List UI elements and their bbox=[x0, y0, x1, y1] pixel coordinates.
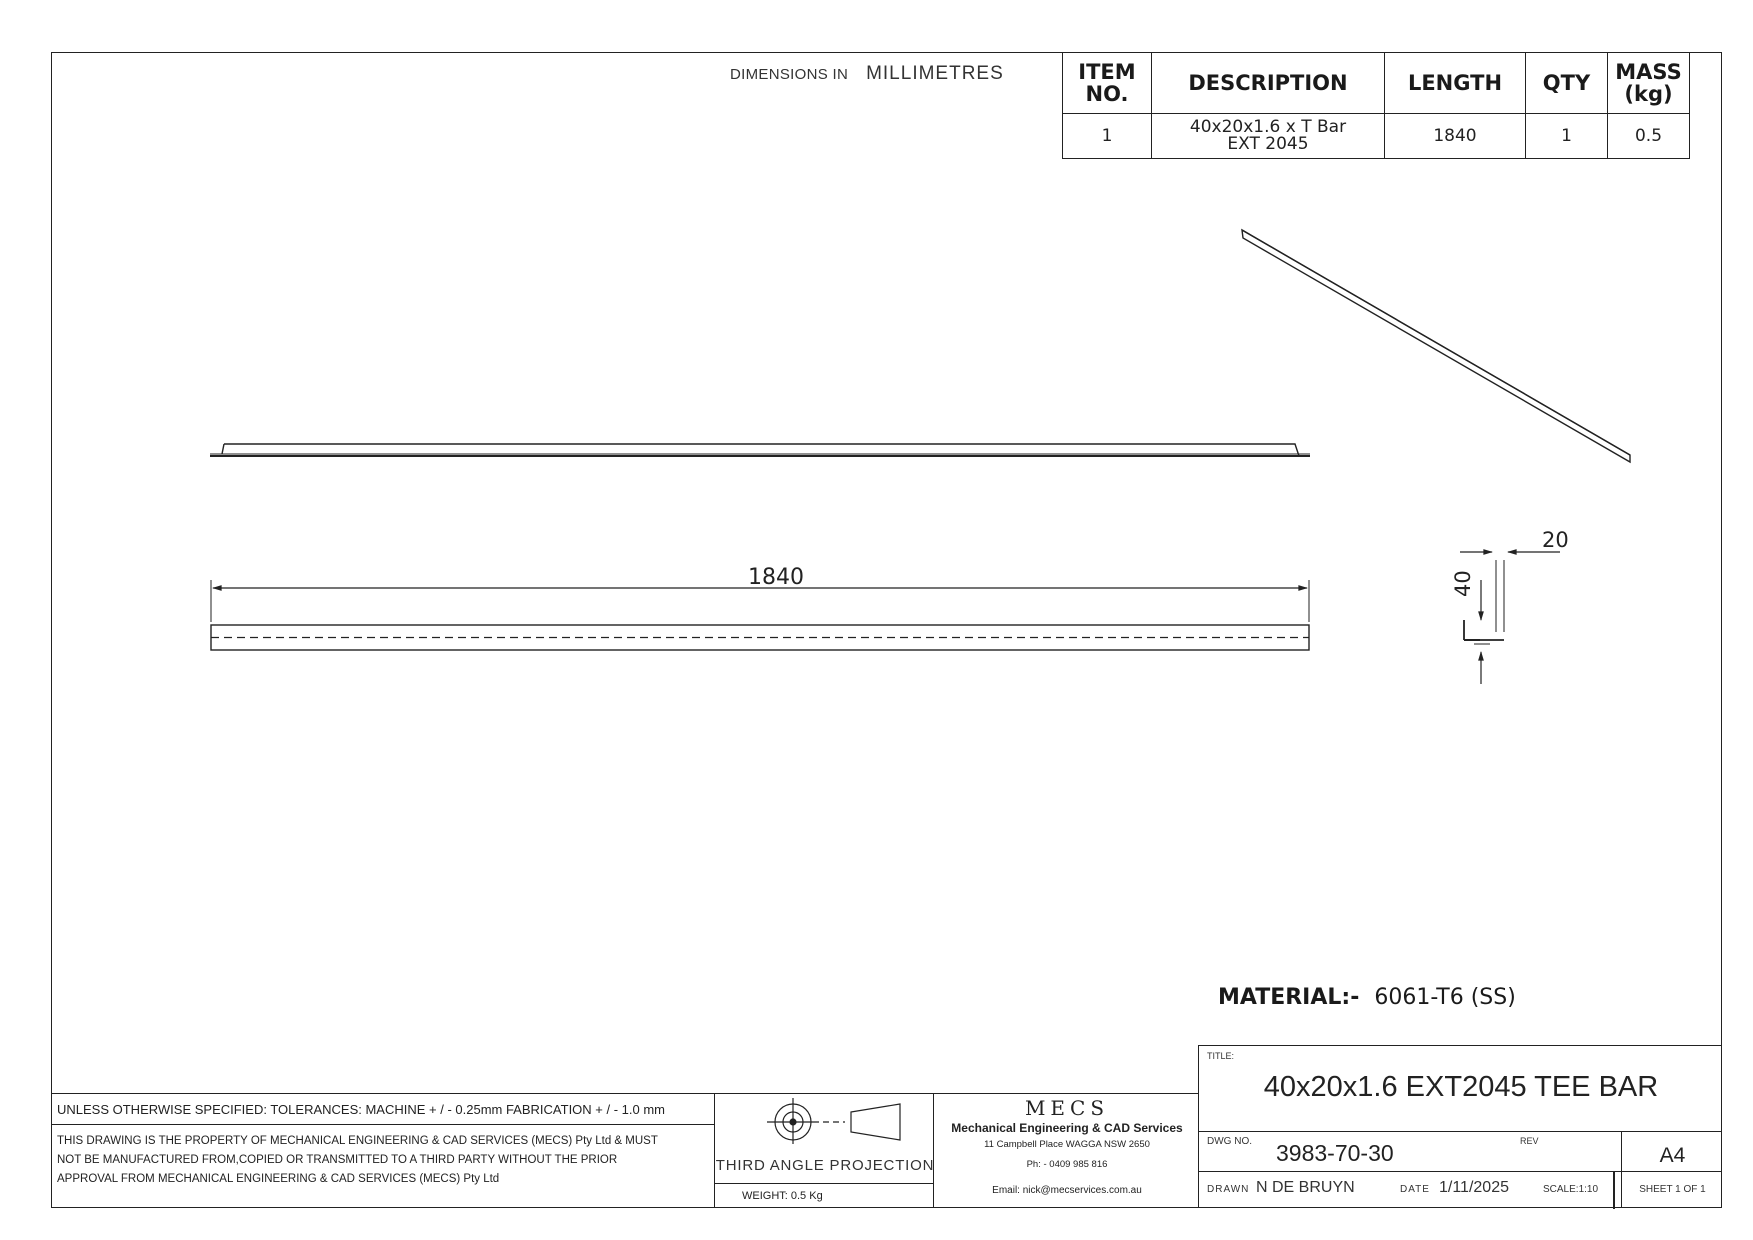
property-notice-cell bbox=[51, 1124, 715, 1208]
projection-cell bbox=[714, 1093, 934, 1184]
bom-cell-description: 40x20x1.6 x T Bar EXT 2045 bbox=[1152, 114, 1385, 159]
property-notice-text: THIS DRAWING IS THE PROPERTY OF MECHANICAL ENGINEERING & CAD SERVICES (MECS) Pty Ltd & MUST NOT BE MANUFACTURED FROM,COPIED OR TRANSMITTED TO A THIRD PARTY WITHOUT THE PRIOR APPROVAL FROM MECHANICAL ENGINEERING & CAD SERVICES (MECS) Pty Ltd bbox=[57, 1135, 658, 1185]
title-cell bbox=[1198, 1045, 1722, 1132]
drawn-label: DRAWN bbox=[1207, 1184, 1250, 1195]
sheet-size-cell bbox=[1621, 1131, 1722, 1172]
rev-label: REV bbox=[1520, 1136, 1539, 1146]
bom-header-length: LENGTH bbox=[1385, 53, 1526, 114]
length-dimension: 1840 bbox=[748, 565, 804, 590]
drawing-title: 40x20x1.6 EXT2045 TEE BAR bbox=[1263, 1071, 1659, 1103]
company-email: Email: nick@mecservices.com.au bbox=[992, 1185, 1142, 1196]
dwg-no-cell bbox=[1198, 1131, 1622, 1172]
scale-value: SCALE:1:10 bbox=[1543, 1184, 1599, 1195]
weight-cell bbox=[714, 1183, 934, 1208]
bom-header-mass: MASS (kg) bbox=[1608, 53, 1690, 114]
company-name: Mechanical Engineering & CAD Services bbox=[951, 1121, 1183, 1135]
dwg-no: 3983-70-30 bbox=[1276, 1140, 1394, 1166]
end-section-view bbox=[1460, 552, 1560, 684]
isometric-view bbox=[1242, 230, 1630, 462]
bom-cell-qty: 1 bbox=[1526, 114, 1608, 159]
drawn-by: N DE BRUYN bbox=[1256, 1179, 1355, 1196]
bom-cell-length: 1840 bbox=[1385, 114, 1526, 159]
dimensions-label: DIMENSIONS IN bbox=[730, 66, 849, 83]
width-dimension: 20 bbox=[1542, 528, 1569, 552]
title-label: TITLE: bbox=[1207, 1051, 1235, 1061]
bom-header-item: ITEM NO. bbox=[1063, 53, 1152, 114]
plan-view bbox=[211, 580, 1309, 650]
material-note bbox=[1218, 985, 1516, 1010]
date-value: 1/11/2025 bbox=[1439, 1179, 1509, 1196]
sheet-size: A4 bbox=[1659, 1144, 1686, 1167]
company-cell bbox=[933, 1093, 1199, 1208]
height-dimension: 40 bbox=[1451, 570, 1475, 597]
sheet-cell bbox=[1621, 1171, 1722, 1208]
tolerances-cell bbox=[51, 1093, 715, 1125]
tolerances-text: UNLESS OTHERWISE SPECIFIED: TOLERANCES: MACHINE + / - 0.25mm FABRICATION + / - 1.0 mm bbox=[57, 1102, 665, 1117]
dimensions-unit: MILLIMETRES bbox=[866, 63, 1004, 84]
bom-header-description: DESCRIPTION bbox=[1152, 53, 1385, 114]
company-phone: Ph: - 0409 985 816 bbox=[1026, 1159, 1108, 1170]
company-short: MECS bbox=[1024, 1096, 1110, 1120]
bom-header-qty: QTY bbox=[1526, 53, 1608, 114]
bom-cell-item: 1 bbox=[1063, 114, 1152, 159]
elevation-view bbox=[210, 444, 1310, 456]
projection-label: THIRD ANGLE PROJECTION bbox=[715, 1157, 935, 1174]
date-label: DATE bbox=[1400, 1184, 1430, 1195]
sheet-number: SHEET 1 OF 1 bbox=[1639, 1184, 1706, 1195]
scale-divider bbox=[1613, 1172, 1615, 1209]
material-label: MATERIAL:- bbox=[1218, 985, 1360, 1010]
bom-cell-mass: 0.5 bbox=[1608, 114, 1690, 159]
dwg-no-label: DWG NO. bbox=[1207, 1136, 1252, 1147]
company-address: 11 Campbell Place WAGGA NSW 2650 bbox=[984, 1139, 1150, 1150]
drawn-cell bbox=[1198, 1171, 1622, 1208]
material-value: 6061-T6 (SS) bbox=[1374, 985, 1516, 1010]
weight-text: WEIGHT: 0.5 Kg bbox=[742, 1190, 823, 1202]
